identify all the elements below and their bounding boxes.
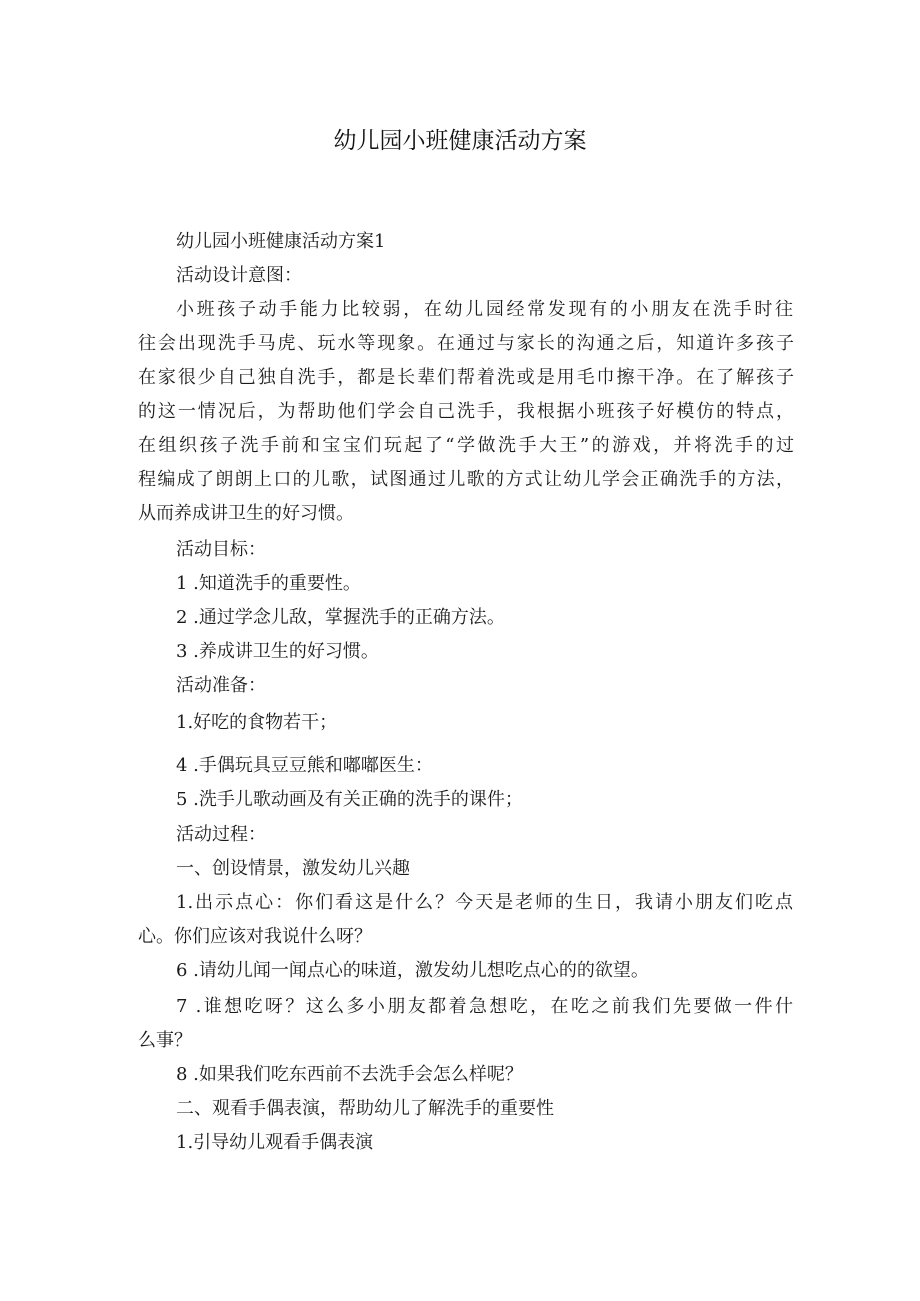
paragraph-line: 在家很少自己独自洗手，都是长辈们帮着洗或是用毛巾擦干净。在了解孩子 [138, 367, 794, 388]
list-item-continuation: 么事？ [138, 1030, 192, 1051]
paragraph-line: 程编成了朗朗上口的儿歌，试图通过儿歌的方式让幼儿学会正确洗手的方法， [138, 469, 794, 490]
list-item: 1.好吃的食物若干； [176, 712, 338, 733]
section-heading-2: 二、观看手偶表演，帮助幼儿了解洗手的重要性 [176, 1098, 554, 1119]
list-item: 6 .请幼儿闻一闻点心的味道，激发幼儿想吃点心的的欲望。 [176, 960, 649, 981]
section-heading: 幼儿园小班健康活动方案1 [176, 231, 386, 252]
subheading-design-intent: 活动设计意图： [176, 265, 302, 286]
list-item: 5 .洗手儿歌动画及有关正确的洗手的课件； [176, 789, 523, 810]
document-title: 幼儿园小班健康活动方案 [333, 128, 587, 154]
subheading-preparation: 活动准备： [176, 675, 266, 696]
list-item: 7 .谁想吃呀？这么多小朋友都着急想吃，在吃之前我们先要做一件什 [176, 996, 793, 1017]
paragraph-line: 在组织孩子洗手前和宝宝们玩起了“学做洗手大王”的游戏，并将洗手的过 [138, 435, 794, 456]
list-item: 3 .养成讲卫生的好习惯。 [176, 641, 379, 662]
list-item: 2 .通过学念儿敌，掌握洗手的正确方法。 [176, 607, 505, 628]
list-item: 1 .知道洗手的重要性。 [176, 573, 361, 594]
list-item: 1.出示点心：你们看这是什么？今天是老师的生日，我请小朋友们吃点 [176, 892, 793, 913]
subheading-goals: 活动目标： [176, 539, 266, 560]
section-heading-1: 一、创设情景，激发幼儿兴趣 [176, 858, 410, 879]
list-item: 1.引导幼儿观看手偶表演 [176, 1132, 374, 1153]
paragraph-line: 往会出现洗手马虎、玩水等现象。在通过与家长的沟通之后，知道许多孩子 [138, 333, 794, 354]
paragraph-line: 的这一情况后，为帮助他们学会自己洗手，我根据小班孩子好模仿的特点， [138, 401, 794, 422]
paragraph-line: 小班孩子动手能力比较弱，在幼儿园经常发现有的小朋友在洗手时往 [176, 299, 793, 320]
subheading-process: 活动过程： [176, 824, 266, 845]
paragraph-line: 从而养成讲卫生的好习惯。 [138, 503, 354, 524]
list-item: 8 .如果我们吃东西前不去洗手会怎么样呢？ [176, 1064, 523, 1085]
list-item: 4 .手偶玩具豆豆熊和嘟嘟医生： [176, 755, 433, 776]
list-item-continuation: 心。你们应该对我说什么呀？ [138, 926, 372, 947]
